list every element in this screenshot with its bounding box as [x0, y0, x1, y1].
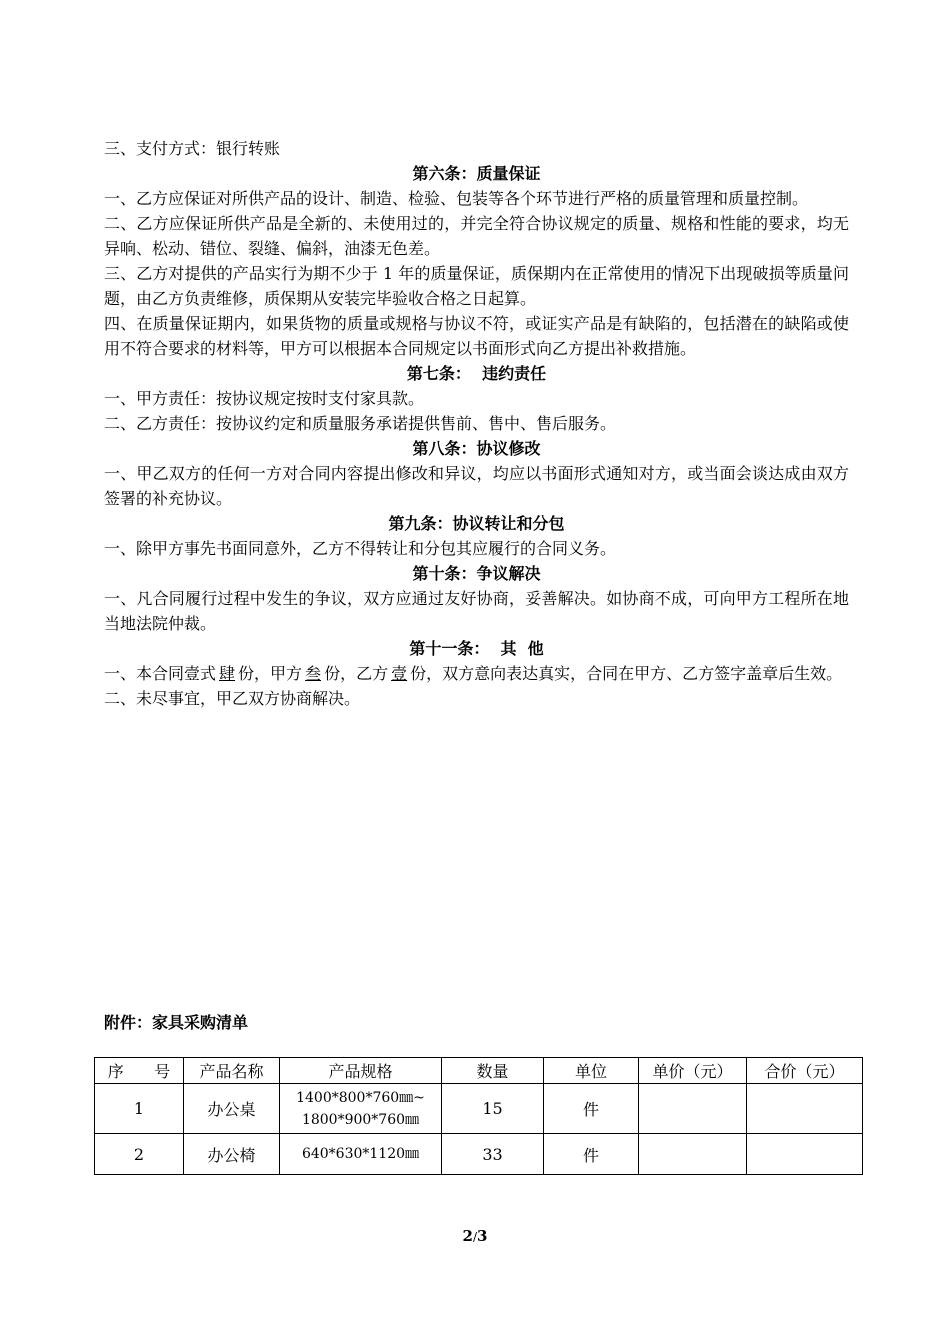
header-spec: 产品规格: [280, 1058, 442, 1084]
cell-qty: 15: [442, 1084, 544, 1134]
cell-spec: [280, 1084, 442, 1134]
cell-total-price: [747, 1134, 863, 1175]
purchase-list-table: [94, 1057, 863, 1175]
cell-no: 2: [95, 1134, 184, 1175]
contract-body: [104, 136, 849, 711]
article-6-clause-1: 一、乙方应保证对所供产品的设计、制造、检验、包装等各个环节进行严格的质量管理和质量控制。: [104, 189, 809, 208]
article-6-clause-3: 三、乙方对提供的产品实行为期不少于 1 年的质量保证，质保期内在正常使用的情况下出现破损等质量问题，由乙方负责维修，质保期从安装完毕验收合格之日起算。: [104, 264, 849, 308]
header-name: 产品名称: [184, 1058, 280, 1084]
header-qty: 数量: [442, 1058, 544, 1084]
copies-text-a: 一、本合同壹式: [104, 664, 217, 683]
total-copies: 肆: [219, 664, 236, 683]
article-9-heading: 第九条：协议转让和分包: [388, 514, 565, 533]
article-7-clause-2: 二、乙方责任：按协议约定和质量服务承诺提供售前、售中、售后服务。: [104, 414, 617, 433]
cell-name: 办公椅: [184, 1134, 280, 1175]
copies-text-c: 份，乙方: [324, 664, 389, 683]
party-a-copies: 叁: [305, 664, 322, 683]
page-separator: /: [472, 1230, 478, 1244]
article-6-clause-4: 四、在质量保证期内，如果货物的质量或规格与协议不符，或证实产品是有缺陷的，包括潜在的缺陷或使用不符合要求的材料等，甲方可以根据本合同规定以书面形式向乙方提出补救措施。: [104, 314, 849, 358]
page-current: 2: [462, 1227, 473, 1245]
spec-line: 1400*800*760㎜~: [296, 1089, 425, 1106]
article-10-clause-1: 一、凡合同履行过程中发生的争议，双方应通过友好协商，妥善解决。如协商不成，可向甲方工程所在地当地法院仲裁。: [104, 589, 849, 633]
article-11-clause-2: 二、未尽事宜，甲乙双方协商解决。: [104, 689, 361, 708]
article-9-clause-1: 一、除甲方事先书面同意外，乙方不得转让和分包其应履行的合同义务。: [104, 539, 617, 558]
page-total: 3: [477, 1227, 488, 1245]
cell-unit-price: [639, 1084, 747, 1134]
cell-qty: 33: [442, 1134, 544, 1175]
cell-unit: 件: [544, 1134, 639, 1175]
header-no: 序 号: [95, 1058, 184, 1084]
article-8-heading: 第八条：协议修改: [412, 439, 541, 458]
attachment-title: 附件：家具采购清单: [104, 1013, 249, 1032]
article-10-heading: 第十条：争议解决: [412, 564, 541, 583]
header-total-price: 合价（元）: [747, 1058, 863, 1084]
cell-unit: 件: [544, 1084, 639, 1134]
article-7-clause-1: 一、甲方责任：按协议规定按时支付家具款。: [104, 389, 425, 408]
cell-no: 1: [95, 1084, 184, 1134]
table-row: [95, 1084, 863, 1134]
copies-text-d: 份，双方意向表达真实，合同在甲方、乙方签字盖章后生效。: [410, 664, 843, 683]
copies-text-b: 份，甲方: [238, 664, 303, 683]
payment-method-text: 三、支付方式：银行转账: [104, 139, 281, 158]
spec-line: 1800*900*760㎜: [301, 1111, 420, 1128]
article-11-clause-1: [104, 661, 849, 686]
cell-unit-price: [639, 1134, 747, 1175]
table-row: [95, 1134, 863, 1175]
article-6-heading: 第六条：质量保证: [412, 164, 541, 183]
cell-total-price: [747, 1084, 863, 1134]
header-unit: 单位: [544, 1058, 639, 1084]
cell-name: 办公桌: [184, 1084, 280, 1134]
article-8-clause-1: 一、甲乙双方的任何一方对合同内容提出修改和异议，均应以书面形式通知对方，或当面会谈达成由双方签署的补充协议。: [104, 464, 849, 508]
article-11-heading: 第十一条： 其 他: [409, 639, 544, 658]
table-header-row: [95, 1058, 863, 1084]
party-b-copies: 壹: [391, 664, 408, 683]
page-number: [0, 1227, 950, 1245]
header-unit-price: 单价（元）: [639, 1058, 747, 1084]
cell-spec: 640*630*1120㎜: [280, 1134, 442, 1175]
article-7-heading: 第七条： 违约责任: [406, 364, 547, 383]
article-6-clause-2: 二、乙方应保证所供产品是全新的、未使用过的，并完全符合协议规定的质量、规格和性能的要求，均无异响、松动、错位、裂缝、偏斜，油漆无色差。: [104, 214, 849, 258]
